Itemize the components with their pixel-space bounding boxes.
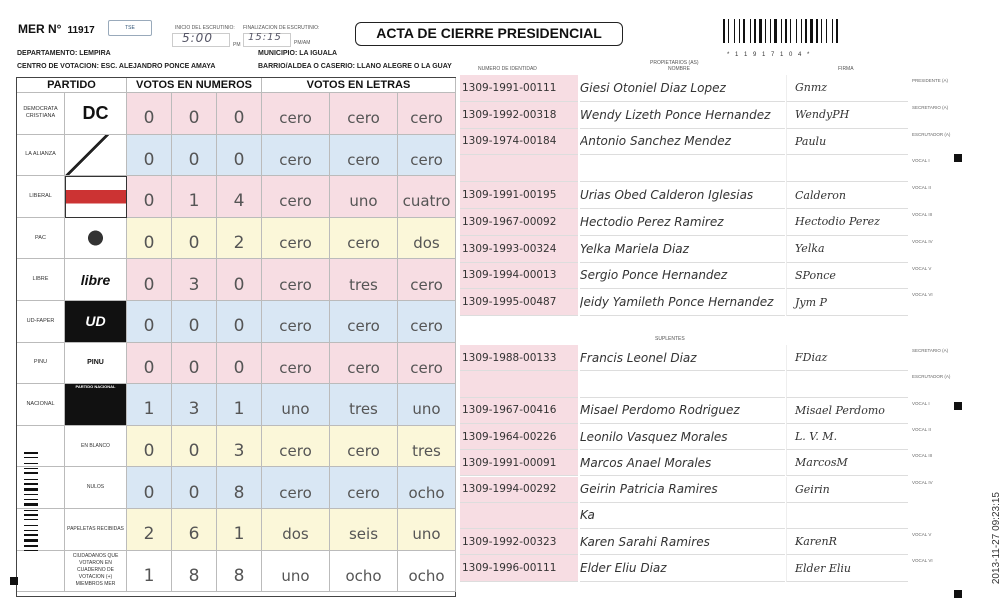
vote-digit: 0: [127, 218, 172, 260]
tse-logo: TSE: [108, 20, 152, 36]
vote-word: tres: [330, 259, 398, 301]
member-signature: [786, 155, 908, 182]
vote-digit: 0: [172, 343, 217, 385]
member-signature: [786, 371, 908, 397]
vote-word: cero: [262, 93, 330, 135]
vote-digit: 0: [127, 135, 172, 177]
barcode-bar: [728, 19, 729, 43]
barcode-bar: [826, 19, 827, 43]
votos-numeros-header: VOTOS EN NUMEROS: [127, 78, 262, 93]
member-signature: Misael Perdomo: [786, 398, 908, 424]
vote-digit: 0: [127, 343, 172, 385]
municipio-value: LA IGUALA: [299, 50, 338, 57]
member-role: VOCAL II: [912, 426, 931, 432]
member-id: 1309-1988-00133: [460, 345, 578, 371]
member-signature: Gnmz: [786, 75, 908, 102]
inicio-label: INICIO DEL ESCRUTINIO:: [175, 25, 235, 31]
vote-digit: 0: [172, 301, 217, 343]
top-barcode: [723, 19, 848, 51]
vote-digit: 0: [127, 301, 172, 343]
votos-letras-header: VOTOS EN LETRAS: [262, 78, 456, 93]
member-name: Marcos Anael Morales: [580, 450, 785, 476]
vote-digit: 1: [127, 551, 172, 593]
member-name: Urias Obed Calderon Iglesias: [580, 182, 785, 209]
member-role: ESCRUTADOR (A): [912, 131, 951, 137]
vote-word: cero: [398, 259, 456, 301]
vote-digit: 0: [127, 467, 172, 509]
vote-digit: 4: [217, 176, 262, 218]
departamento-row: DEPARTAMENTO: LEMPIRA: [17, 50, 111, 57]
member-signature: Yelka: [786, 236, 908, 263]
barcode-bar: [765, 19, 766, 43]
vote-digit: 8: [217, 551, 262, 593]
vote-word: cero: [262, 176, 330, 218]
member-name: Karen Sarahi Ramires: [580, 529, 785, 555]
vote-digit: 1: [217, 509, 262, 551]
member-id: 1309-1967-00092: [460, 209, 578, 236]
barcode-bar: [796, 19, 797, 43]
barcode-bar: [24, 525, 38, 526]
vote-digit: 0: [172, 218, 217, 260]
barcode-bar: [24, 457, 38, 458]
member-id: [460, 155, 578, 182]
vote-word: uno: [330, 176, 398, 218]
party-emblem: DC: [65, 93, 127, 135]
member-role: VOCAL VI: [912, 558, 933, 564]
vote-digit: 3: [172, 384, 217, 426]
vote-digit: 8: [172, 551, 217, 593]
party-emblem: PARTIDO NACIONAL: [65, 384, 127, 426]
total-label: CIUDADANOS QUE VOTARON EN CUADERNO DE VOTACION (+) MIEMBROS MER: [65, 551, 127, 593]
vote-digit: 0: [127, 259, 172, 301]
member-name: Francis Leonel Diaz: [580, 345, 785, 371]
member-signature: Geirin: [786, 477, 908, 503]
member-role: VOCAL IV: [912, 479, 933, 485]
barcode-bar: [810, 19, 813, 43]
member-signature: Jym P: [786, 289, 908, 316]
barcode-bar: [24, 468, 38, 469]
member-name: Leonilo Vasquez Morales: [580, 424, 785, 450]
party-emblem: [65, 135, 127, 177]
member-name: Misael Perdomo Rodriguez: [580, 398, 785, 424]
member-signature: FDiaz: [786, 345, 908, 371]
member-id: 1309-1995-00487: [460, 289, 578, 316]
member-signature: Calderon: [786, 182, 908, 209]
centro-value: ESC. ALEJANDRO PONCE AMAYA: [100, 63, 216, 70]
left-barcode: [24, 452, 42, 576]
vote-digit: 3: [172, 259, 217, 301]
party-name: LA ALIANZA: [17, 135, 65, 177]
member-name: Hectodio Perez Ramirez: [580, 209, 785, 236]
barrio-row: BARRIO/ALDEA O CASERIO: LLANO ALEGRE O LA GUAY: [258, 63, 452, 70]
barrio-value: LLANO ALEGRE O LA GUAY: [356, 63, 452, 70]
vote-word: dos: [262, 509, 330, 551]
member-role: VOCAL IV: [912, 238, 933, 244]
party-name: LIBRE: [17, 259, 65, 301]
member-name: Elder Eliu Diaz: [580, 555, 785, 581]
member-signature: L. V. M.: [786, 424, 908, 450]
member-name: Wendy Lizeth Ponce Hernandez: [580, 102, 785, 129]
inicio-value: 5:00: [182, 31, 213, 45]
barcode-bar: [759, 19, 762, 43]
barcode-bar: [24, 488, 38, 491]
barcode-bar: [24, 479, 38, 480]
member-id: 1309-1992-00318: [460, 102, 578, 129]
barcode-bar: [24, 545, 38, 547]
vote-word: cero: [262, 301, 330, 343]
vote-digit: 0: [172, 467, 217, 509]
vote-digit: 2: [127, 509, 172, 551]
vote-word: cero: [262, 426, 330, 468]
member-id: 1309-1991-00091: [460, 450, 578, 476]
member-id: [460, 371, 578, 397]
member-role: PRESIDENTE (A): [912, 78, 949, 83]
member-role: VOCAL V: [912, 265, 932, 271]
vote-word: dos: [398, 218, 456, 260]
member-role: ESCRUTADOR (A): [912, 374, 951, 380]
partido-header: PARTIDO: [17, 78, 127, 93]
vote-word: ocho: [398, 467, 456, 509]
barcode-bar: [781, 19, 782, 43]
barcode-bar: [24, 494, 38, 495]
barcode-bar: [754, 19, 756, 43]
member-id: [460, 503, 578, 529]
barcode-bar: [801, 19, 802, 43]
vote-digit: 0: [172, 135, 217, 177]
member-name: [580, 155, 785, 182]
vote-digit: 0: [172, 426, 217, 468]
member-role: VOCAL I: [912, 158, 930, 164]
vote-word: uno: [398, 384, 456, 426]
vote-word: cero: [262, 467, 330, 509]
vote-word: cero: [398, 301, 456, 343]
member-signature: MarcosM: [786, 450, 908, 476]
departamento-value: LEMPIRA: [79, 50, 111, 57]
member-role: VOCAL I: [912, 400, 930, 406]
vote-word: cero: [398, 135, 456, 177]
vote-digit: 0: [217, 259, 262, 301]
barcode-bar: [24, 452, 38, 454]
member-id: 1309-1974-00184: [460, 129, 578, 156]
party-emblem: PINU: [65, 343, 127, 385]
member-role: VOCAL III: [912, 453, 933, 459]
vote-word: ocho: [330, 551, 398, 593]
vote-word: cero: [330, 343, 398, 385]
vote-word: cuatro: [398, 176, 456, 218]
centro-row: CENTRO DE VOTACION: ESC. ALEJANDRO PONCE AMAYA: [17, 63, 216, 70]
barcode-bar: [24, 530, 38, 531]
member-role: VOCAL III: [912, 212, 933, 217]
member-id: 1309-1994-00013: [460, 263, 578, 290]
party-name: PINU: [17, 343, 65, 385]
vote-digit: 0: [127, 176, 172, 218]
member-id: 1309-1991-00111: [460, 75, 578, 102]
vote-word: cero: [398, 93, 456, 135]
barcode-bar: [743, 19, 745, 43]
municipio-row: MUNICIPIO: LA IGUALA: [258, 50, 338, 57]
col-id-header: NUMERO DE IDENTIDAD: [478, 66, 537, 72]
barcode-bar: [750, 19, 751, 43]
vote-digit: 0: [217, 135, 262, 177]
vote-digit: 1: [172, 176, 217, 218]
barcode-bar: [821, 19, 822, 43]
barcode-bar: [785, 19, 787, 43]
vote-digit: 3: [217, 426, 262, 468]
member-id: 1309-1992-00323: [460, 529, 578, 555]
member-signature: [786, 503, 908, 529]
party-emblem: UD: [65, 301, 127, 343]
party-name: NACIONAL: [17, 384, 65, 426]
registration-mark: [954, 402, 962, 410]
member-name: Antonio Sanchez Mendez: [580, 129, 785, 156]
party-name: LIBERAL: [17, 176, 65, 218]
member-role: VOCAL V: [912, 532, 932, 538]
member-name: Jeidy Yamileth Ponce Hernandez: [580, 289, 785, 316]
registration-mark: [954, 154, 962, 162]
member-name: Giesi Otoniel Diaz Lopez: [580, 75, 785, 102]
member-role: SECRETARIO (A): [912, 104, 949, 110]
barcode-bar: [734, 19, 735, 43]
registration-mark: [954, 590, 962, 598]
registration-mark: [10, 577, 18, 585]
vote-digit: 0: [172, 93, 217, 135]
col-propietarios-header: PROPIETARIOS (AS): [650, 60, 699, 66]
barcode-bar: [24, 514, 38, 516]
final-label: FINALIZACION DE ESCRUTINIO:: [243, 25, 320, 31]
barcode-bar: [739, 19, 740, 43]
final-value: 15:15: [248, 32, 282, 43]
document-title: ACTA DE CIERRE PRESIDENCIAL: [355, 22, 623, 46]
vote-word: tres: [398, 426, 456, 468]
member-role: SECRETARIO (A): [912, 348, 949, 353]
barcode-bar: [24, 539, 38, 542]
vote-digit: 6: [172, 509, 217, 551]
barcode-bar: [24, 503, 38, 506]
mer-number: 11917: [67, 25, 95, 36]
barcode-bar: [836, 19, 838, 43]
vote-digit: 8: [217, 467, 262, 509]
inicio-unit: PM: [233, 42, 241, 48]
vote-word: cero: [330, 467, 398, 509]
barcode-bar: [832, 19, 833, 43]
vote-digit: 0: [127, 93, 172, 135]
member-name: Yelka Mariela Diaz: [580, 236, 785, 263]
member-id: 1309-1991-00195: [460, 182, 578, 209]
vote-word: cero: [262, 218, 330, 260]
vote-word: cero: [330, 135, 398, 177]
barcode-bar: [24, 550, 38, 551]
member-id: 1309-1964-00226: [460, 424, 578, 450]
vote-digit: 0: [217, 93, 262, 135]
party-name: PAC: [17, 218, 65, 260]
col-sig-header: FIRMA: [838, 66, 854, 72]
vote-word: cero: [262, 135, 330, 177]
vote-word: cero: [330, 218, 398, 260]
member-id: 1309-1996-00111: [460, 555, 578, 581]
barcode-bar: [816, 19, 818, 43]
vote-word: cero: [330, 301, 398, 343]
member-role: [912, 503, 957, 529]
vote-digit: 0: [127, 426, 172, 468]
barcode-bar: [805, 19, 807, 43]
member-signature: WendyPH: [786, 102, 908, 129]
member-signature: Hectodio Perez: [786, 209, 908, 236]
mer-label: MER N° 11917: [18, 22, 95, 36]
member-id: 1309-1967-00416: [460, 398, 578, 424]
party-name: UD-FAPER: [17, 301, 65, 343]
vote-word: cero: [262, 343, 330, 385]
col-name-header: NOMBRE: [668, 66, 690, 72]
member-signature: SPonce: [786, 263, 908, 290]
barcode-bar: [24, 510, 38, 511]
member-name: Geirin Patricia Ramires: [580, 477, 785, 503]
party-emblem: [65, 176, 127, 218]
vote-digit: 0: [217, 343, 262, 385]
vote-word: tres: [330, 384, 398, 426]
member-signature: KarenR: [786, 529, 908, 555]
total-label: NULOS: [65, 467, 127, 509]
results-table: [16, 77, 456, 597]
barcode-bar: [790, 19, 791, 43]
member-signature: Paulu: [786, 129, 908, 156]
barcode-bar: [774, 19, 777, 43]
scan-timestamp: 2013-11-27 09:23:15: [991, 492, 1002, 585]
barcode-bar: [24, 472, 38, 474]
party-name: DEMOCRATA CRISTIANA: [17, 93, 65, 135]
barcode-bar: [24, 463, 38, 464]
vote-word: seis: [330, 509, 398, 551]
barcode-bar: [723, 19, 725, 43]
member-id: 1309-1993-00324: [460, 236, 578, 263]
member-signature: Elder Eliu: [786, 555, 908, 581]
suplentes-header: SUPLENTES: [655, 336, 685, 342]
top-barcode-text: * 1 1 9 1 7 1 0 4 *: [727, 52, 812, 58]
vote-digit: 0: [217, 301, 262, 343]
member-id: 1309-1994-00292: [460, 477, 578, 503]
party-emblem: [65, 218, 127, 260]
barcode-bar: [770, 19, 771, 43]
total-label: EN BLANCO: [65, 426, 127, 468]
member-name: Ka: [580, 503, 785, 529]
vote-word: uno: [398, 509, 456, 551]
vote-word: uno: [262, 551, 330, 593]
vote-digit: 1: [127, 384, 172, 426]
vote-digit: 1: [217, 384, 262, 426]
vote-digit: 2: [217, 218, 262, 260]
party-emblem: libre: [65, 259, 127, 301]
member-role: VOCAL VI: [912, 292, 933, 298]
vote-word: cero: [330, 93, 398, 135]
barcode-bar: [24, 483, 38, 485]
vote-word: cero: [398, 343, 456, 385]
vote-word: cero: [262, 259, 330, 301]
member-name: [580, 371, 785, 397]
member-role: VOCAL II: [912, 185, 931, 191]
vote-word: cero: [330, 426, 398, 468]
barcode-bar: [24, 534, 38, 536]
vote-word: uno: [262, 384, 330, 426]
member-name: Sergio Ponce Hernandez: [580, 263, 785, 290]
vote-word: ocho: [398, 551, 456, 593]
final-unit: PM/AM: [294, 40, 311, 46]
total-label: PAPELETAS RECIBIDAS: [65, 509, 127, 551]
barcode-bar: [24, 499, 38, 500]
barcode-bar: [24, 519, 38, 520]
